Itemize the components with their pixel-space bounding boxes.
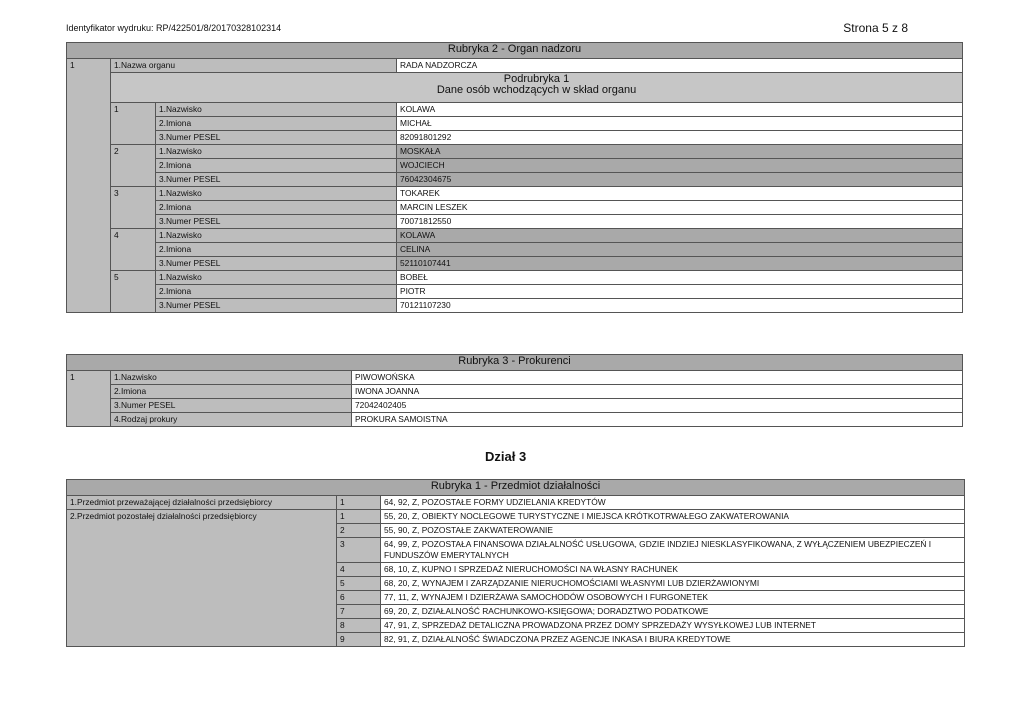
prokurent-field-label: 2.Imiona bbox=[111, 385, 352, 399]
prokurent-field-label: 1.Nazwisko bbox=[111, 371, 352, 385]
section-heading: Dział 3 bbox=[485, 449, 527, 464]
rubryka3-index: 1 bbox=[67, 371, 111, 427]
rubryka3-title: Rubryka 3 - Prokurenci bbox=[67, 355, 963, 371]
member-field-label: 2.Imiona bbox=[156, 285, 397, 299]
organ-nadzoru-table bbox=[66, 42, 963, 313]
activity-number: 8 bbox=[337, 619, 381, 633]
prokurent-field-value: PROKURA SAMOISTNA bbox=[352, 413, 963, 427]
activity-description: 68, 20, Z, WYNAJEM I ZARZĄDZANIE NIERUCHOMOŚCIAMI WŁASNYMI LUB DZIERŻAWIONYMI bbox=[381, 577, 965, 591]
member-row bbox=[67, 299, 963, 313]
activity-description: 69, 20, Z, DZIAŁALNOŚĆ RACHUNKOWO-KSIĘGOWA; DORADZTWO PODATKOWE bbox=[381, 605, 965, 619]
activity-description: 55, 20, Z, OBIEKTY NOCLEGOWE TURYSTYCZNE I MIEJSCA KRÓTKOTRWAŁEGO ZAKWATEROWANIA bbox=[381, 510, 965, 524]
member-field-value: 52110107441 bbox=[397, 257, 963, 271]
member-field-value: WOJCIECH bbox=[397, 159, 963, 173]
member-row bbox=[67, 159, 963, 173]
organ-name-value: RADA NADZORCZA bbox=[397, 59, 963, 73]
member-field-value: CELINA bbox=[397, 243, 963, 257]
member-number: 3 bbox=[111, 187, 156, 229]
member-row bbox=[67, 201, 963, 215]
member-row bbox=[67, 257, 963, 271]
print-identifier: Identyfikator wydruku: RP/422501/8/20170328102314 bbox=[66, 23, 282, 33]
member-row bbox=[67, 243, 963, 257]
member-row bbox=[67, 145, 963, 159]
activity-description: 64, 99, Z, POZOSTAŁA FINANSOWA DZIAŁALNOŚĆ USŁUGOWA, GDZIE INDZIEJ NIESKLASYFIKOWANA, Z WYŁĄCZENIEM UBEZPIECZEŃ I FUNDUSZÓW EMERYTALNYCH bbox=[381, 538, 965, 563]
member-field-label: 3.Numer PESEL bbox=[156, 131, 397, 145]
activity-number: 4 bbox=[337, 563, 381, 577]
member-field-value: 70071812550 bbox=[397, 215, 963, 229]
dzial3-title: Rubryka 1 - Przedmiot działalności bbox=[67, 480, 965, 496]
activity-number: 5 bbox=[337, 577, 381, 591]
activity-description: 55, 90, Z, POZOSTAŁE ZAKWATEROWANIE bbox=[381, 524, 965, 538]
member-number: 2 bbox=[111, 145, 156, 187]
member-field-label: 3.Numer PESEL bbox=[156, 215, 397, 229]
member-field-value: MOSKAŁA bbox=[397, 145, 963, 159]
member-field-label: 1.Nazwisko bbox=[156, 271, 397, 285]
activity-number: 1 bbox=[337, 496, 381, 510]
subsection-subheading: Dane osób wchodzących w skład organu bbox=[436, 84, 637, 96]
member-field-value: BOBEŁ bbox=[397, 271, 963, 285]
activity-number: 3 bbox=[337, 538, 381, 563]
prokurent-row bbox=[67, 413, 963, 427]
member-field-label: 1.Nazwisko bbox=[156, 145, 397, 159]
member-field-label: 2.Imiona bbox=[156, 159, 397, 173]
member-field-label: 3.Numer PESEL bbox=[156, 257, 397, 271]
member-field-label: 3.Numer PESEL bbox=[156, 173, 397, 187]
prokurenci-table bbox=[66, 354, 963, 427]
prokurent-field-value: 72042402405 bbox=[352, 399, 963, 413]
member-row bbox=[67, 103, 963, 117]
prokurent-field-label: 4.Rodzaj prokury bbox=[111, 413, 352, 427]
page-number: Strona 5 z 8 bbox=[843, 21, 908, 35]
prokurent-field-label: 3.Numer PESEL bbox=[111, 399, 352, 413]
member-number: 1 bbox=[111, 103, 156, 145]
member-field-value: KOLAWA bbox=[397, 229, 963, 243]
prokurent-row bbox=[67, 399, 963, 413]
activity-number: 1 bbox=[337, 510, 381, 524]
prokurent-row bbox=[67, 385, 963, 399]
activity-description: 68, 10, Z, KUPNO I SPRZEDAŻ NIERUCHOMOŚCI NA WŁASNY RACHUNEK bbox=[381, 563, 965, 577]
member-field-label: 2.Imiona bbox=[156, 117, 397, 131]
member-field-value: 76042304675 bbox=[397, 173, 963, 187]
member-field-label: 3.Numer PESEL bbox=[156, 299, 397, 313]
other-activity-label: 2.Przedmiot pozostałej działalności przedsiębiorcy bbox=[67, 510, 337, 647]
activity-description: 47, 91, Z, SPRZEDAŻ DETALICZNA PROWADZONA PRZEZ DOMY SPRZEDAŻY WYSYŁKOWEJ LUB INTERNET bbox=[381, 619, 965, 633]
main-activity-label: 1.Przedmiot przeważającej działalności przedsiębiorcy bbox=[67, 496, 337, 510]
member-field-value: MICHAŁ bbox=[397, 117, 963, 131]
activity-description: 64, 92, Z, POZOSTAŁE FORMY UDZIELANIA KREDYTÓW bbox=[381, 496, 965, 510]
activity-row bbox=[67, 496, 965, 510]
activity-description: 82, 91, Z, DZIAŁALNOŚĆ ŚWIADCZONA PRZEZ AGENCJE INKASA I BIURA KREDYTOWE bbox=[381, 633, 965, 647]
member-field-value: TOKAREK bbox=[397, 187, 963, 201]
member-row bbox=[67, 285, 963, 299]
member-field-value: MARCIN LESZEK bbox=[397, 201, 963, 215]
member-field-value: PIOTR bbox=[397, 285, 963, 299]
member-field-label: 1.Nazwisko bbox=[156, 187, 397, 201]
subsection-title bbox=[111, 73, 963, 103]
activity-number: 7 bbox=[337, 605, 381, 619]
member-row bbox=[67, 271, 963, 285]
activity-number: 9 bbox=[337, 633, 381, 647]
prokurent-field-value: PIWOWOŃSKA bbox=[352, 371, 963, 385]
member-field-label: 2.Imiona bbox=[156, 243, 397, 257]
member-row bbox=[67, 215, 963, 229]
member-field-label: 1.Nazwisko bbox=[156, 229, 397, 243]
member-field-label: 1.Nazwisko bbox=[156, 103, 397, 117]
rubryka2-index: 1 bbox=[67, 59, 111, 313]
activity-description: 77, 11, Z, WYNAJEM I DZIERŻAWA SAMOCHODÓW OSOBOWYCH I FURGONETEK bbox=[381, 591, 965, 605]
member-field-value: KOLAWA bbox=[397, 103, 963, 117]
prokurent-row bbox=[67, 371, 963, 385]
member-row bbox=[67, 173, 963, 187]
subsection-heading: Podrubryka 1 bbox=[503, 73, 570, 85]
member-field-label: 2.Imiona bbox=[156, 201, 397, 215]
organ-name-label: 1.Nazwa organu bbox=[111, 59, 397, 73]
member-row bbox=[67, 229, 963, 243]
member-row bbox=[67, 131, 963, 145]
prokurent-field-value: IWONA JOANNA bbox=[352, 385, 963, 399]
activity-number: 6 bbox=[337, 591, 381, 605]
member-field-value: 70121107230 bbox=[397, 299, 963, 313]
activity-row bbox=[67, 510, 965, 524]
member-row bbox=[67, 117, 963, 131]
rubryka2-title: Rubryka 2 - Organ nadzoru bbox=[67, 43, 963, 59]
przedmiot-dzialalnosci-table bbox=[66, 479, 965, 647]
member-field-value: 82091801292 bbox=[397, 131, 963, 145]
member-number: 5 bbox=[111, 271, 156, 313]
member-number: 4 bbox=[111, 229, 156, 271]
member-row bbox=[67, 187, 963, 201]
activity-number: 2 bbox=[337, 524, 381, 538]
